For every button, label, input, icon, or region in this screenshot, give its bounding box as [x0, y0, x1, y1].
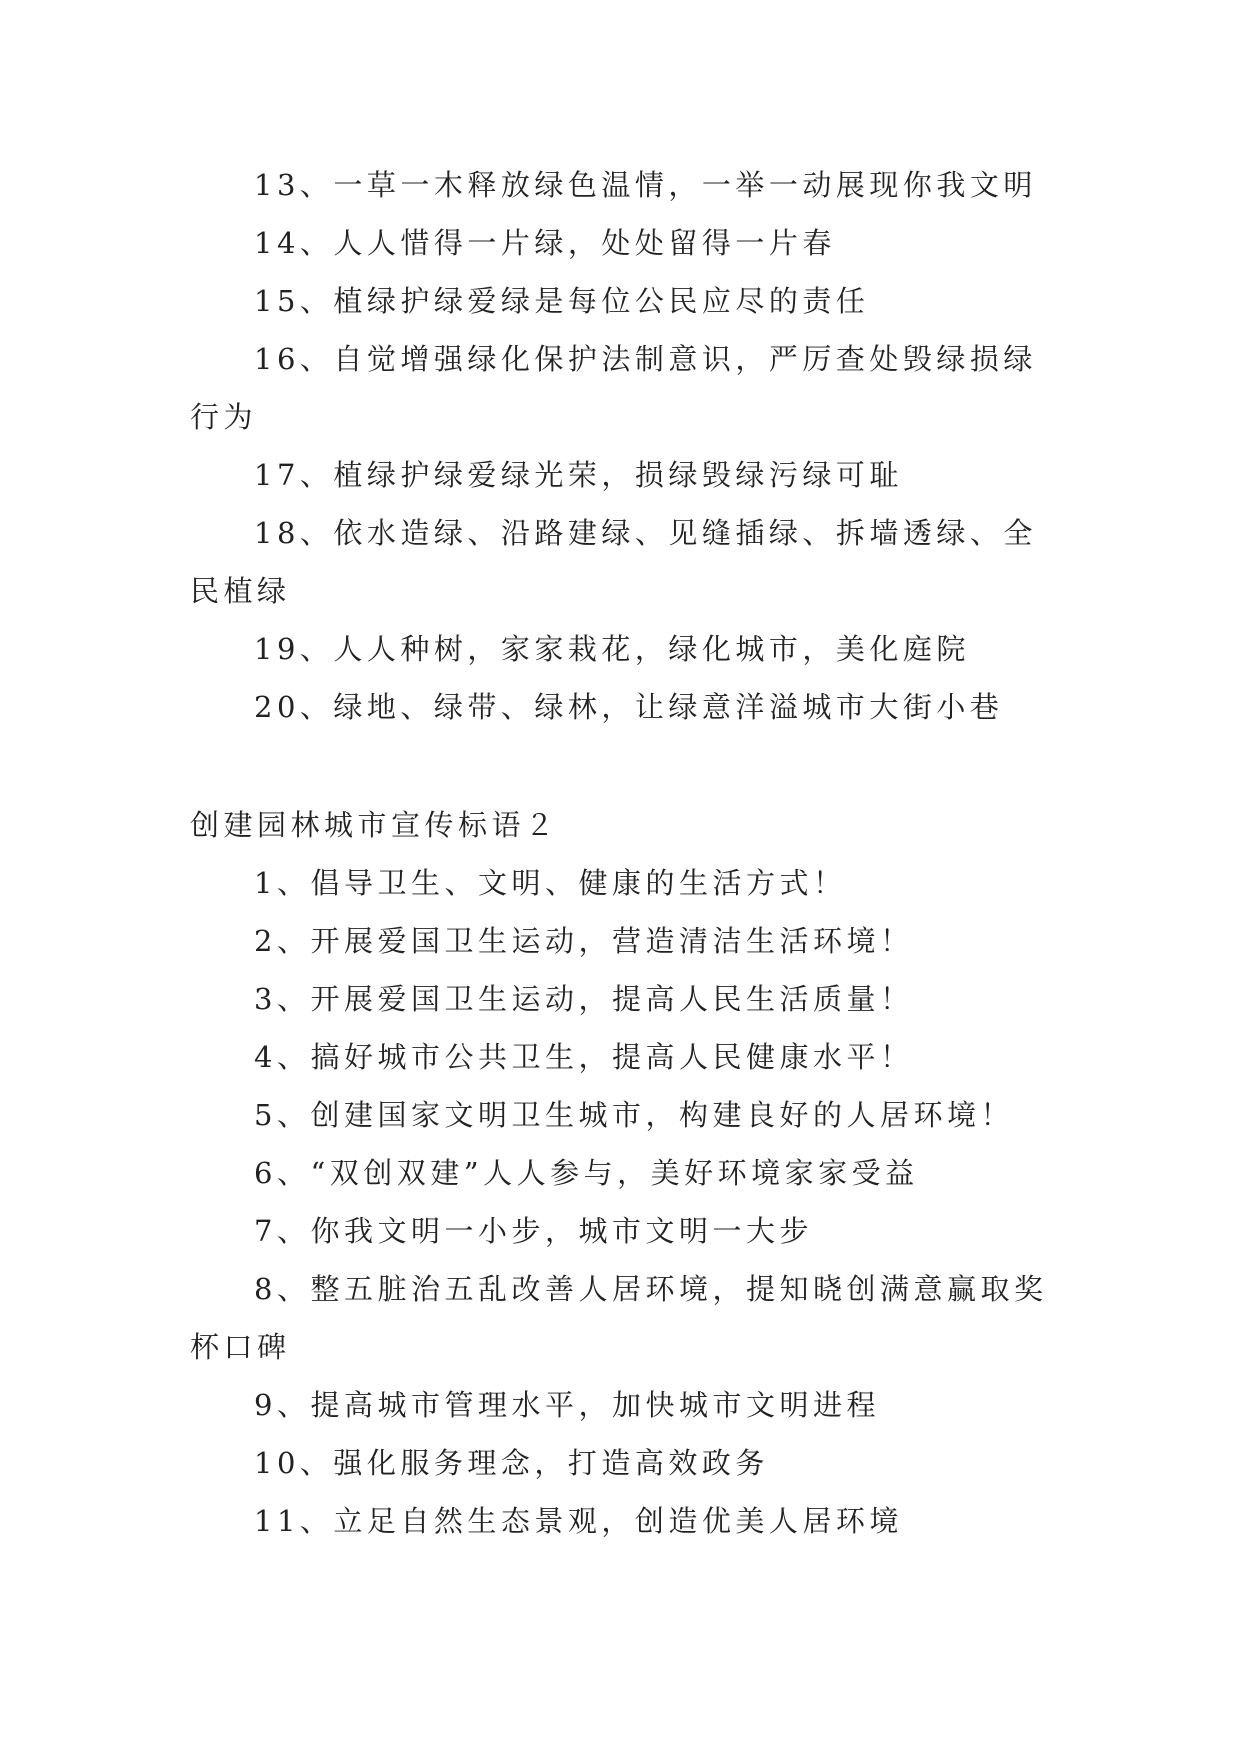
slogan-item: 11、立足自然生态景观，创造优美人居环境 — [254, 1504, 903, 1538]
slogan-item: 18、依水造绿、沿路建绿、见缝插绿、拆墙透绿、全民植绿 — [190, 516, 1037, 608]
slogan-item: 6、“双创双建”人人参与，美好环境家家受益 — [254, 1156, 919, 1190]
slogan-item: 15、植绿护绿爱绿是每位公民应尽的责任 — [254, 284, 870, 318]
slogan-item: 7、你我文明一小步，城市文明一大步 — [254, 1214, 813, 1248]
slogan-item: 20、绿地、绿带、绿林，让绿意洋溢城市大街小巷 — [254, 690, 1004, 724]
slogan-item: 9、提高城市管理水平，加快城市文明进程 — [254, 1388, 880, 1422]
slogan-item: 14、人人惜得一片绿，处处留得一片春 — [254, 226, 836, 260]
slogan-item: 13、一草一木释放绿色温情，一举一动展现你我文明 — [254, 168, 1037, 202]
slogan-item: 5、创建国家文明卫生城市，构建良好的人居环境！ — [254, 1098, 1014, 1132]
slogan-item: 8、整五脏治五乱改善人居环境，提知晓创满意赢取奖杯口碑 — [190, 1272, 1048, 1364]
slogan-list-part-1 — [190, 156, 1060, 736]
slogan-item: 3、开展爱国卫生运动，提高人民生活质量！ — [254, 982, 914, 1016]
slogan-item: 4、搞好城市公共卫生，提高人民健康水平！ — [254, 1040, 914, 1074]
slogan-item: 17、植绿护绿爱绿光荣，损绿毁绿污绿可耻 — [254, 458, 903, 492]
slogan-item: 1、倡导卫生、文明、健康的生活方式！ — [254, 866, 847, 900]
slogan-item: 2、开展爱国卫生运动，营造清洁生活环境！ — [254, 924, 914, 958]
slogan-item: 19、人人种树，家家栽花，绿化城市，美化庭院 — [254, 632, 970, 666]
slogan-item: 16、自觉增强绿化保护法制意识，严厉查处毁绿损绿行为 — [190, 342, 1037, 434]
slogan-list-part-2 — [190, 796, 1060, 1550]
slogan-item: 10、强化服务理念，打造高效政务 — [254, 1446, 769, 1480]
section-heading: 创建园林城市宣传标语２ — [190, 808, 559, 842]
